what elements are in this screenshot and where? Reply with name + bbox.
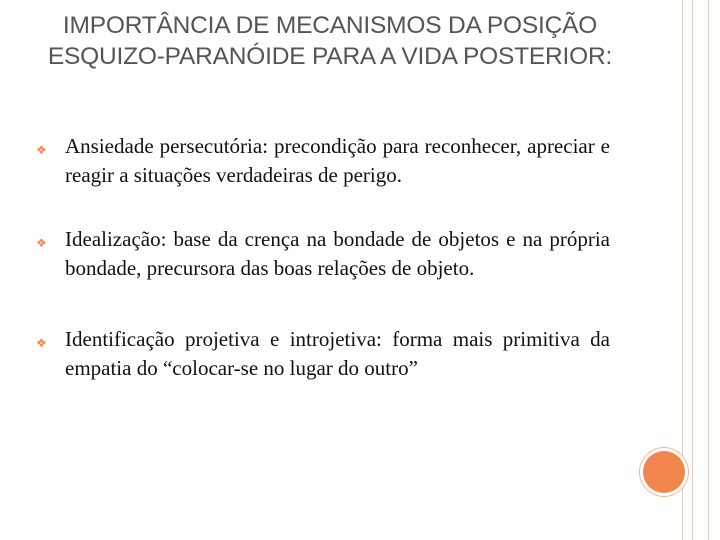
decorative-line-3 xyxy=(708,0,709,540)
bullet-text: Ansiedade persecutória: precondição para reconhecer, apreciar e reagir a situações verdadeiras de perigo. xyxy=(65,134,610,187)
bullet-item xyxy=(36,325,610,383)
decorative-line-2 xyxy=(692,0,693,540)
bullet-text: Identificação projetiva e introjetiva: forma mais primitiva da empatia do “colocar-se no lugar do outro” xyxy=(65,327,610,380)
decorative-line-1 xyxy=(682,0,683,540)
bullet-text: Idealização: base da crença na bondade de objetos e na própria bondade, precursora das boas relações de objeto. xyxy=(65,227,610,280)
bullet-item xyxy=(36,132,610,190)
bullet-list xyxy=(36,132,610,383)
diamond-bullet-icon: ❖ xyxy=(36,143,47,157)
bullet-item xyxy=(36,225,610,283)
diamond-bullet-icon: ❖ xyxy=(36,236,47,250)
decorative-circle xyxy=(643,451,685,493)
slide-title: IMPORTÂNCIA DE MECANISMOS DA POSIÇÃO ESQUIZO-PARANÓIDE PARA A VIDA POSTERIOR: xyxy=(47,12,613,70)
diamond-bullet-icon: ❖ xyxy=(36,336,47,350)
